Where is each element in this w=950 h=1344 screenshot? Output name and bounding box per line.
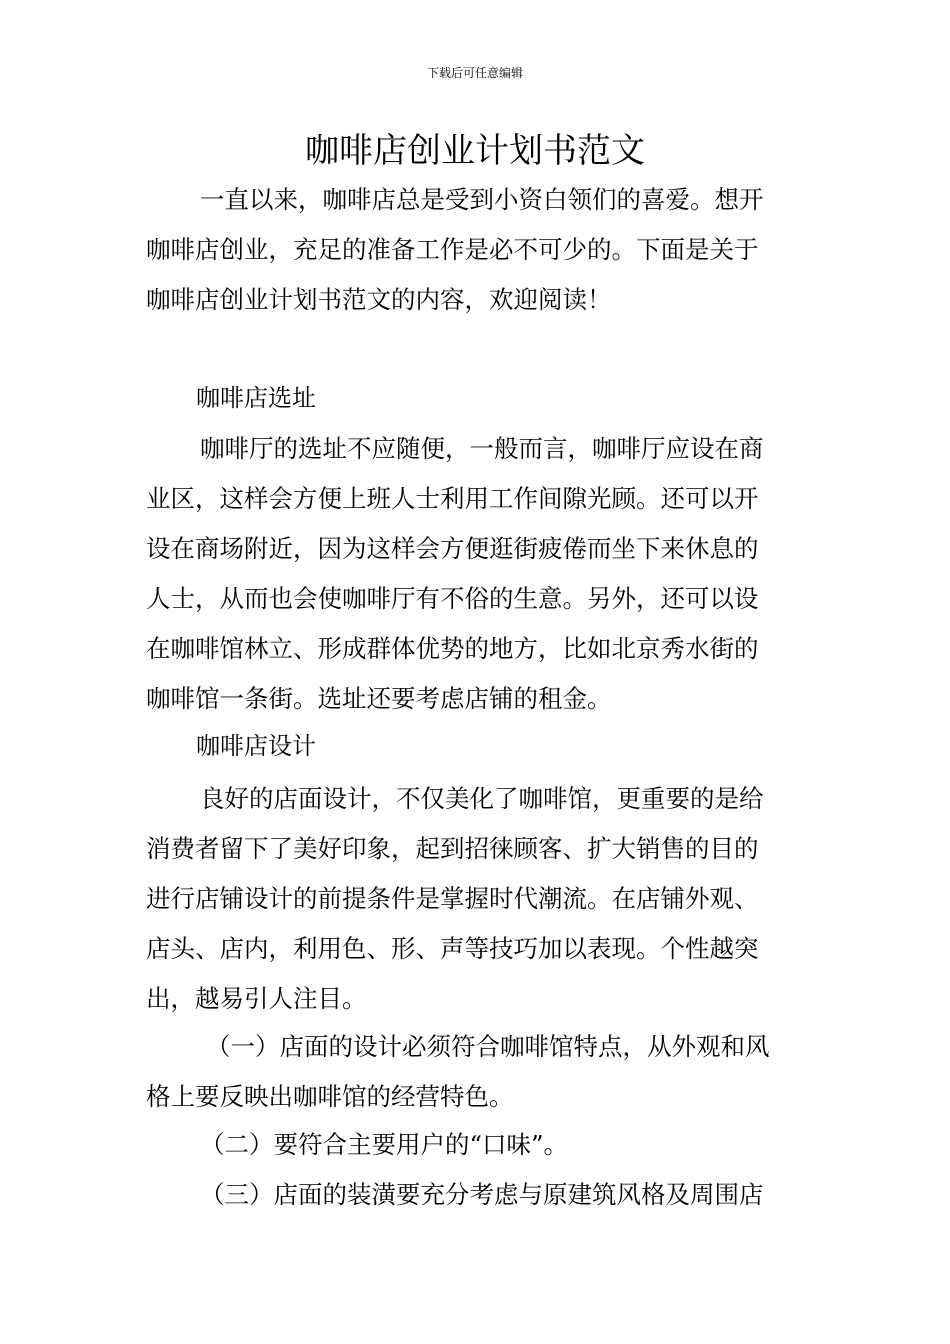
design-line: 良好的店面设计，不仅美化了咖啡馆，更重要的是给: [200, 784, 764, 813]
intro-paragraph: [146, 175, 806, 325]
intro-line: 一直以来，咖啡店总是受到小资白领们的喜爱。想开: [200, 185, 764, 214]
design-line: 消费者留下了美好印象，起到招徕顾客、扩大销售的目的: [146, 834, 759, 863]
header-note: 下载后可任意编辑: [426, 66, 523, 80]
design-paragraph: [146, 774, 806, 1024]
document-title: 咖啡店创业计划书范文: [305, 131, 645, 171]
location-line: 咖啡馆一条街。选址还要考虑店铺的租金。: [146, 684, 612, 713]
point-two-paragraph: [146, 1120, 806, 1170]
intro-line: 咖啡店创业计划书范文的内容，欢迎阅读！: [146, 285, 612, 314]
point-one-line: （一）店面的设计必须符合咖啡馆特点，从外观和风: [206, 1032, 770, 1061]
section-heading-location: 咖啡店选址: [196, 384, 316, 412]
point-one-line: 格上要反映出咖啡馆的经营特色。: [146, 1082, 514, 1111]
location-line: 业区，这样会方便上班人士利用工作间隙光顾。还可以开: [146, 484, 759, 513]
point-one-paragraph: [146, 1022, 806, 1122]
location-line: 设在商场附近，因为这样会方便逛街疲倦而坐下来休息的: [146, 534, 759, 563]
location-paragraph: [146, 424, 806, 724]
design-line: 进行店铺设计的前提条件是掌握时代潮流。在店铺外观、: [146, 884, 759, 913]
section-heading-design: 咖啡店设计: [196, 732, 316, 760]
design-line: 出，越易引人注目。: [146, 984, 367, 1013]
design-line: 店头、店内，利用色、形、声等技巧加以表现。个性越突: [146, 934, 759, 963]
location-line: 在咖啡馆林立、形成群体优势的地方，比如北京秀水街的: [146, 634, 759, 663]
point-three-line: （三）店面的装潢要充分考虑与原建筑风格及周围店: [200, 1180, 764, 1209]
point-two-line: （二）要符合主要用户的“口味”。: [200, 1130, 569, 1159]
location-line: 咖啡厅的选址不应随便，一般而言，咖啡厅应设在商: [200, 434, 764, 463]
intro-line: 咖啡店创业，充足的准备工作是必不可少的。下面是关于: [146, 235, 759, 264]
location-line: 人士，从而也会使咖啡厅有不俗的生意。另外，还可以设: [146, 584, 759, 613]
point-three-paragraph: [146, 1170, 806, 1220]
